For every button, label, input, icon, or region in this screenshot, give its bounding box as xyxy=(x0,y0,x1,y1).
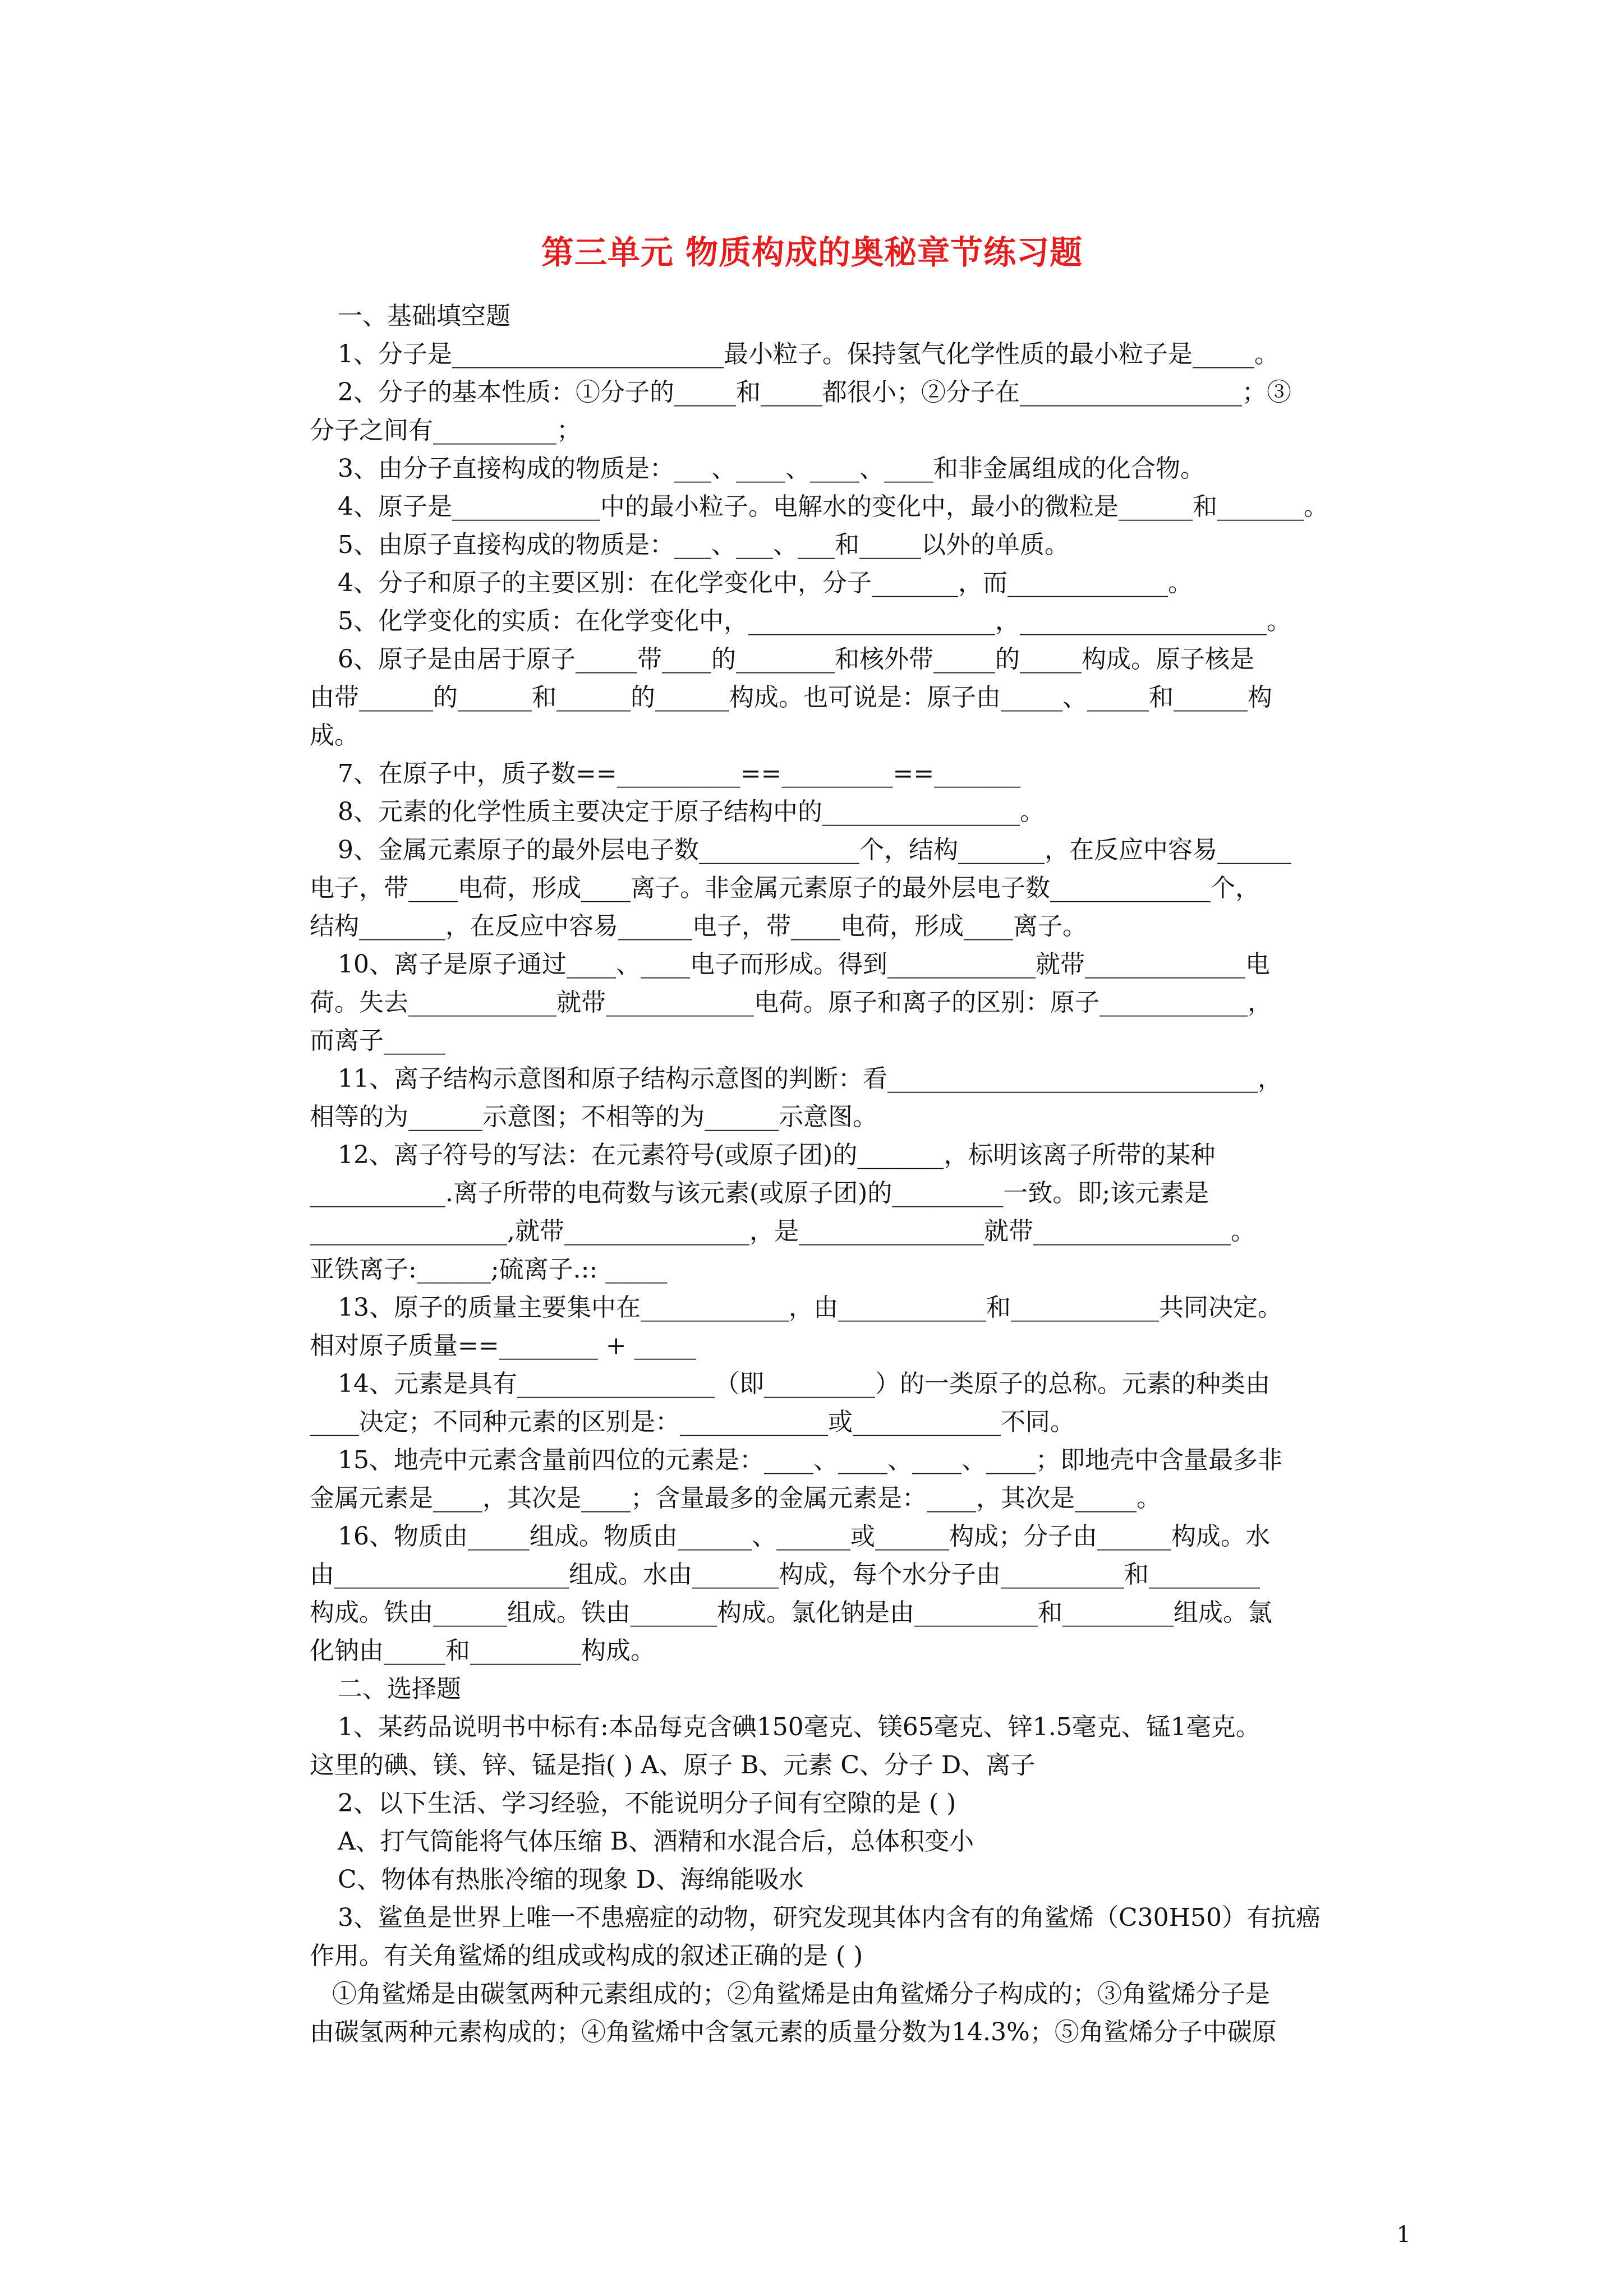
text-line: 1、某药品说明书中标有:本品每克含碘150毫克、镁65毫克、锌1.5毫克、锰1毫克。 xyxy=(338,1713,1260,1741)
text-line: 成。 xyxy=(310,721,359,750)
text-line: 这里的碘、镁、锌、锰是指( ) A、原子 B、元素 C、分子 D、离子 xyxy=(310,1751,1036,1779)
text-line: ________________,就带_______________，是_______________就带________________。 xyxy=(310,1217,1255,1246)
text-line: ____决定；不同种元素的区别是：____________或____________不同。 xyxy=(310,1408,1075,1436)
section-heading: 二、选择题 xyxy=(338,1675,461,1703)
document-title: 第三单元 物质构成的奥秘章节练习题 xyxy=(541,233,1083,271)
text-line: 8、元素的化学性质主要决定于原子结构中的________________。 xyxy=(338,797,1045,826)
text-line: 相等的为______示意图；不相等的为______示意图。 xyxy=(310,1103,877,1131)
text-line: 10、离子是原子通过____、____电子而形成。得到____________就带_____________电 xyxy=(338,950,1270,979)
text-line: 4、原子是____________中的最小粒子。电解水的变化中，最小的微粒是______和_______。 xyxy=(338,492,1328,521)
text-line: 4、分子和原子的主要区别：在化学变化中，分子_______，而_____________。 xyxy=(338,569,1193,597)
text-line: 化钠由_____和_________构成。 xyxy=(310,1636,655,1665)
document-body xyxy=(310,297,1409,2051)
text-line: 构成。铁由______组成。铁由_______构成。氯化钠是由__________和_________组成。氯 xyxy=(310,1598,1272,1627)
text-line: 电子，带____电荷，形成____离子。非金属元素原子的最外层电子数_____________个， xyxy=(310,874,1260,902)
text-line: 由___________________组成。水由_______构成，每个水分子由__________和_________ xyxy=(310,1560,1260,1589)
text-line: 由碳氢两种元素构成的；④角鲨烯中含氢元素的质量分数为14.3%；⑤角鲨烯分子中碳原 xyxy=(310,2018,1277,2046)
text-line: 16、物质由_____组成。物质由______、______或______构成；分子由______构成。水 xyxy=(338,1522,1270,1551)
text-line: 荷。失去____________就带____________电荷。原子和离子的区别：原子____________， xyxy=(310,988,1272,1017)
text-line: 而离子_____ xyxy=(310,1026,445,1055)
text-line: 6、原子是由居于原子_____带____的________和核外带_____的_____构成。原子核是 xyxy=(338,645,1254,674)
text-line: 13、原子的质量主要集中在____________，由____________和____________共同决定。 xyxy=(338,1293,1282,1322)
text-line: 5、由原子直接构成的物质是：___、___、___和_____以外的单质。 xyxy=(338,531,1069,559)
text-line: 9、金属元素原子的最外层电子数_____________个，结构_______，在反应中容易______ xyxy=(338,836,1291,864)
text-line: 分子之间有__________； xyxy=(310,416,581,445)
text-line: 2、分子的基本性质：①分子的_____和_____都很小；②分子在__________________；③ xyxy=(338,378,1291,407)
text-line: 由带______的______和______的______构成。也可说是：原子由_____、_____和______构 xyxy=(310,683,1272,712)
text-line: 1、分子是______________________最小粒子。保持氢气化学性质的最小粒子是_____。 xyxy=(338,340,1279,368)
text-line: 作用。有关角鲨烯的组成或构成的叙述正确的是 ( ) xyxy=(310,1942,863,1970)
text-line: C、物体有热胀冷缩的现象 D、海绵能吸水 xyxy=(338,1865,804,1894)
text-line: 亚铁离子:______;硫离子.:: _____ xyxy=(310,1255,668,1284)
text-line: 结构_______，在反应中容易______电子，带____电荷，形成____离子。 xyxy=(310,912,1087,940)
text-line: 12、离子符号的写法：在元素符号(或原子团)的_______，标明该离子所带的某种 xyxy=(338,1141,1216,1169)
section-heading: 一、基础填空题 xyxy=(338,302,510,330)
text-line: 11、离子结构示意图和原子结构示意图的判断：看______________________________， xyxy=(338,1064,1282,1093)
text-line: 2、以下生活、学习经验，不能说明分子间有空隙的是 ( ) xyxy=(338,1789,956,1818)
text-line: 相对原子质量==________ + _____ xyxy=(310,1331,696,1360)
text-line: 金属元素是____，其次是____；含量最多的金属元素是：____，其次是_____。 xyxy=(310,1484,1161,1513)
text-line: 14、元素是具有________________（即_________）的一类原子的总称。元素的种类由 xyxy=(338,1370,1270,1398)
text-line: ①角鲨烯是由碳氢两种元素组成的；②角鲨烯是由角鲨烯分子构成的；③角鲨烯分子是 xyxy=(332,1980,1270,2008)
text-line: A、打气筒能将气体压缩 B、酒精和水混合后，总体积变小 xyxy=(338,1827,974,1856)
text-line: 3、由分子直接构成的物质是：___、____、____、____和非金属组成的化合物。 xyxy=(338,454,1205,483)
text-line: 7、在原子中，质子数==__________==_________==_______ xyxy=(338,759,1021,788)
text-line: 3、鲨鱼是世界上唯一不患癌症的动物，研究发现其体内含有的角鲨烯（C30H50）有抗癌 xyxy=(338,1903,1321,1932)
text-line: 15、地壳中元素含量前四位的元素是：____、____、____、____；即地壳中含量最多非 xyxy=(338,1446,1282,1474)
page-number: 1 xyxy=(1396,2222,1411,2248)
text-line: ___________.离子所带的电荷数与该元素(或原子团)的_________一致。即;该元素是 xyxy=(310,1179,1209,1207)
text-line: 5、化学变化的实质：在化学变化中，____________________，____________________。 xyxy=(338,607,1291,635)
